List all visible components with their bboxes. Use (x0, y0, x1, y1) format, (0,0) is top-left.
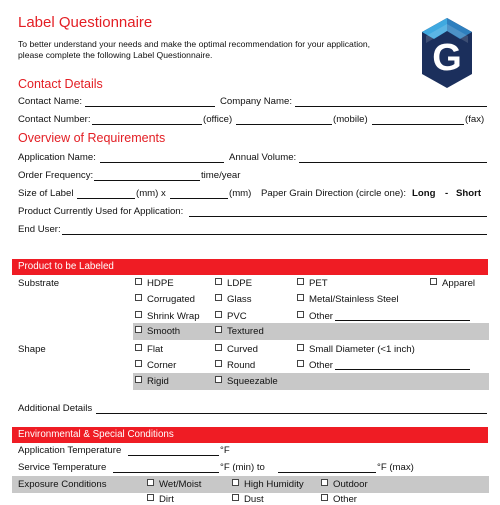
shape-round-option[interactable]: Round (215, 360, 255, 371)
office-label: (office) (203, 114, 233, 125)
grain-dash: - (445, 188, 449, 199)
substrate-ldpe-option[interactable]: LDPE (215, 278, 252, 289)
fax-label: (fax) (465, 114, 485, 125)
overview-heading: Overview of Requirements (18, 131, 166, 145)
service-temperature-max-label: °F (max) (377, 462, 414, 473)
application-name-field[interactable] (100, 162, 224, 163)
substrate-pet-option[interactable]: PET (297, 278, 328, 289)
exposure-other-option[interactable]: Other (321, 494, 357, 505)
substrate-hdpe-option[interactable]: HDPE (135, 278, 174, 289)
checkbox[interactable] (215, 311, 222, 318)
label-width-field[interactable] (77, 198, 135, 199)
checkbox[interactable] (321, 479, 328, 486)
intro-text (18, 39, 370, 61)
checkbox[interactable] (135, 311, 142, 318)
order-frequency-label: Order Frequency: (18, 170, 94, 181)
contact-number-label: Contact Number: (18, 114, 91, 125)
application-name-label: Application Name: (18, 152, 96, 163)
application-temperature-field[interactable] (128, 455, 219, 456)
environment-section-title: Environmental & Special Conditions (18, 429, 174, 440)
service-temperature-label: Service Temperature (18, 462, 107, 473)
checkbox[interactable] (215, 326, 222, 333)
service-temperature-min-field[interactable] (113, 472, 219, 473)
office-number-field[interactable] (92, 124, 202, 125)
shape-flat-option[interactable]: Flat (135, 344, 163, 355)
checkbox[interactable] (297, 360, 304, 367)
checkbox[interactable] (297, 344, 304, 351)
substrate-smooth-option[interactable]: Smooth (135, 326, 180, 337)
checkbox[interactable] (297, 278, 304, 285)
grain-direction-label: Paper Grain Direction (circle one): (261, 188, 407, 199)
grain-long-option[interactable]: Long (412, 188, 436, 199)
shape-label: Shape (18, 344, 46, 355)
exposure-outdoor-option[interactable]: Outdoor (321, 479, 368, 490)
substrate-other-option[interactable]: Other (297, 311, 333, 322)
checkbox[interactable] (215, 294, 222, 301)
checkbox[interactable] (135, 376, 142, 383)
shape-curved-option[interactable]: Curved (215, 344, 258, 355)
checkbox[interactable] (297, 311, 304, 318)
exposure-dust-option[interactable]: Dust (232, 494, 264, 505)
intro-line-1: To better understand your needs and make the optimal recommendation for your application, (18, 39, 371, 49)
company-name-field[interactable] (295, 106, 487, 107)
substrate-finish-row (133, 323, 489, 340)
time-per-year-label: time/year (201, 170, 241, 181)
checkbox[interactable] (135, 326, 142, 333)
environment-section-bar (12, 427, 488, 443)
application-temperature-label: Application Temperature (18, 445, 122, 456)
shape-other-field[interactable] (335, 369, 470, 370)
company-logo (420, 16, 474, 90)
logo-mark (420, 16, 474, 90)
end-user-label: End User: (18, 224, 61, 235)
checkbox[interactable] (147, 479, 154, 486)
annual-volume-label: Annual Volume: (229, 152, 297, 163)
product-section-bar (12, 259, 488, 275)
contact-name-field[interactable] (85, 106, 215, 107)
checkbox[interactable] (135, 294, 142, 301)
exposure-conditions-label: Exposure Conditions (18, 479, 107, 490)
application-temperature-unit: °F (220, 445, 230, 456)
additional-details-field[interactable] (96, 413, 487, 414)
service-temperature-min-label: °F (min) to (220, 462, 265, 473)
checkbox[interactable] (135, 360, 142, 367)
mm-label: (mm) (229, 188, 252, 199)
label-size-label: Size of Label (18, 188, 74, 199)
substrate-metal-option[interactable]: Metal/Stainless Steel (297, 294, 399, 305)
substrate-glass-option[interactable]: Glass (215, 294, 252, 305)
substrate-label: Substrate (18, 278, 60, 289)
intro-line-2: please complete the following Label Questionnaire. (18, 50, 213, 60)
service-temperature-max-field[interactable] (278, 472, 376, 473)
contact-heading: Contact Details (18, 77, 103, 91)
shape-other-option[interactable]: Other (297, 360, 333, 371)
shape-corner-option[interactable]: Corner (135, 360, 176, 371)
substrate-textured-option[interactable]: Textured (215, 326, 264, 337)
exposure-humidity-option[interactable]: High Humidity (232, 479, 304, 490)
company-name-label: Company Name: (220, 96, 292, 107)
grain-short-option[interactable]: Short (456, 188, 482, 199)
checkbox[interactable] (215, 278, 222, 285)
shape-rigid-option[interactable]: Rigid (135, 376, 169, 387)
substrate-shrink-wrap-option[interactable]: Shrink Wrap (135, 311, 200, 322)
end-user-field[interactable] (62, 234, 487, 235)
product-section-title: Product to be Labeled (18, 261, 114, 272)
substrate-other-field[interactable] (335, 320, 470, 321)
exposure-dirt-option[interactable]: Dirt (147, 494, 174, 505)
substrate-corrugated-option[interactable]: Corrugated (135, 294, 195, 305)
page-title: Label Questionnaire (18, 14, 153, 31)
checkbox[interactable] (135, 344, 142, 351)
mm-x-label: (mm) x (136, 188, 166, 199)
fax-number-field[interactable] (372, 124, 464, 125)
checkbox[interactable] (135, 278, 142, 285)
exposure-wet-option[interactable]: Wet/Moist (147, 479, 201, 490)
contact-name-label: Contact Name: (18, 96, 82, 107)
annual-volume-field[interactable] (299, 162, 487, 163)
substrate-pvc-option[interactable]: PVC (215, 311, 247, 322)
checkbox[interactable] (215, 376, 222, 383)
checkbox[interactable] (232, 479, 239, 486)
mobile-number-field[interactable] (236, 124, 332, 125)
checkbox[interactable] (215, 360, 222, 367)
substrate-apparel-option[interactable]: Apparel (430, 278, 475, 289)
checkbox[interactable] (297, 294, 304, 301)
mobile-label: (mobile) (333, 114, 368, 125)
order-frequency-field[interactable] (94, 180, 200, 181)
current-product-label: Product Currently Used for Application: (18, 206, 184, 217)
checkbox[interactable] (430, 278, 437, 285)
current-product-field[interactable] (189, 216, 487, 217)
additional-details-label: Additional Details (18, 403, 93, 414)
shape-small-diameter-option[interactable]: Small Diameter (<1 inch) (297, 344, 415, 355)
label-height-field[interactable] (170, 198, 228, 199)
logo-letter: G (432, 37, 462, 79)
checkbox[interactable] (215, 344, 222, 351)
shape-rigidity-row (133, 373, 489, 390)
shape-squeezable-option[interactable]: Squeezable (215, 376, 278, 387)
